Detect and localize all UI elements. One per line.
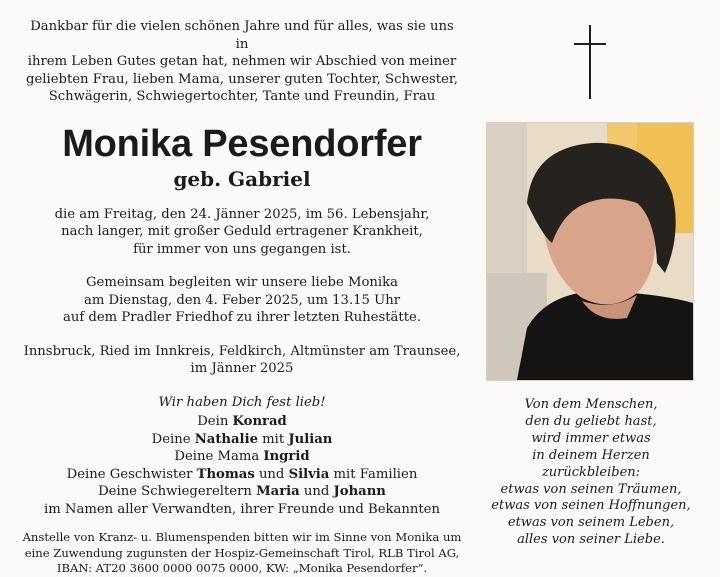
donation-line: Anstelle von Kranz- u. Blumenspenden bitten wir im Sinne von Monika um <box>22 530 462 544</box>
intro-line: Dankbar für die vielen schönen Jahre und für alles, was sie uns in <box>30 19 454 52</box>
funeral-line: am Dienstag, den 4. Feber 2025, um 13.15 Uhr <box>83 292 401 308</box>
place-line: im Jänner 2025 <box>190 361 294 376</box>
death-notice <box>22 206 462 259</box>
poem-line: etwas von seinen Träumen, <box>500 481 682 497</box>
mourner-line: im Namen aller Verwandten, ihrer Freunde und Bekannten <box>44 501 440 517</box>
poem-line: in deinem Herzen <box>532 447 650 463</box>
intro-text <box>22 18 462 106</box>
motto: Wir haben Dich fest lieb! <box>158 394 326 410</box>
death-line: nach langer, mit großer Geduld ertragener Krankheit, <box>61 224 423 239</box>
place-line: Innsbruck, Ried im Innkreis, Feldkirch, Altmünster am Traunsee, <box>23 343 461 359</box>
donation-note <box>22 530 462 577</box>
poem-line: etwas von seinen Hoffnungen, <box>491 498 691 514</box>
donation-line: eine Zuwendung zugunsten der Hospiz-Gemeinschaft Tirol, RLB Tirol AG, <box>24 545 460 560</box>
mourner-line: Deine Nathalie mit Julian <box>151 431 333 447</box>
funeral-notice <box>22 274 462 327</box>
poem-line: zurückbleiben: <box>541 464 641 480</box>
places-and-date <box>22 343 462 378</box>
deceased-name: Monika Pesendorfer <box>62 122 422 165</box>
donation-line: IBAN: AT20 3600 0000 0075 0000, KW: „Monika Pesendorfer“. <box>56 561 428 575</box>
death-line: für immer von uns gegangen ist. <box>133 241 351 257</box>
mourner-line: Dein Konrad <box>197 414 287 429</box>
birth-name: geb. Gabriel <box>173 166 311 191</box>
poem <box>478 397 704 549</box>
funeral-line: auf dem Pradler Friedhof zu ihrer letzten Ruhestätte. <box>62 310 422 325</box>
poem-line: Von dem Menschen, <box>524 397 658 412</box>
poem-line: etwas von seinem Leben, <box>507 515 675 531</box>
funeral-line: Gemeinsam begleiten wir unsere liebe Monika <box>86 275 398 290</box>
mourner-line: Deine Mama Ingrid <box>174 449 310 464</box>
mourner-line: Deine Geschwister Thomas und Silvia mit Familien <box>66 466 418 482</box>
cross-icon <box>574 25 606 99</box>
intro-line: ihrem Leben Gutes getan hat, nehmen wir Abschied von meiner <box>27 54 457 69</box>
portrait-photo <box>487 123 693 380</box>
poem-line: den du geliebt hast, <box>525 413 657 429</box>
poem-line: alles von seiner Liebe. <box>517 532 665 548</box>
announcement-text <box>22 18 462 577</box>
mourners-list <box>22 413 462 518</box>
mourner-line: Deine Schwiegereltern Maria und Johann <box>98 484 386 499</box>
poem-line: wird immer etwas <box>531 430 651 446</box>
intro-line: Schwägerin, Schwiegertochter, Tante und Freundin, Frau <box>48 89 436 104</box>
intro-line: geliebten Frau, lieben Mama, unserer guten Tochter, Schwester, <box>26 71 458 87</box>
death-line: die am Freitag, den 24. Jänner 2025, im 56. Lebensjahr, <box>54 206 430 222</box>
